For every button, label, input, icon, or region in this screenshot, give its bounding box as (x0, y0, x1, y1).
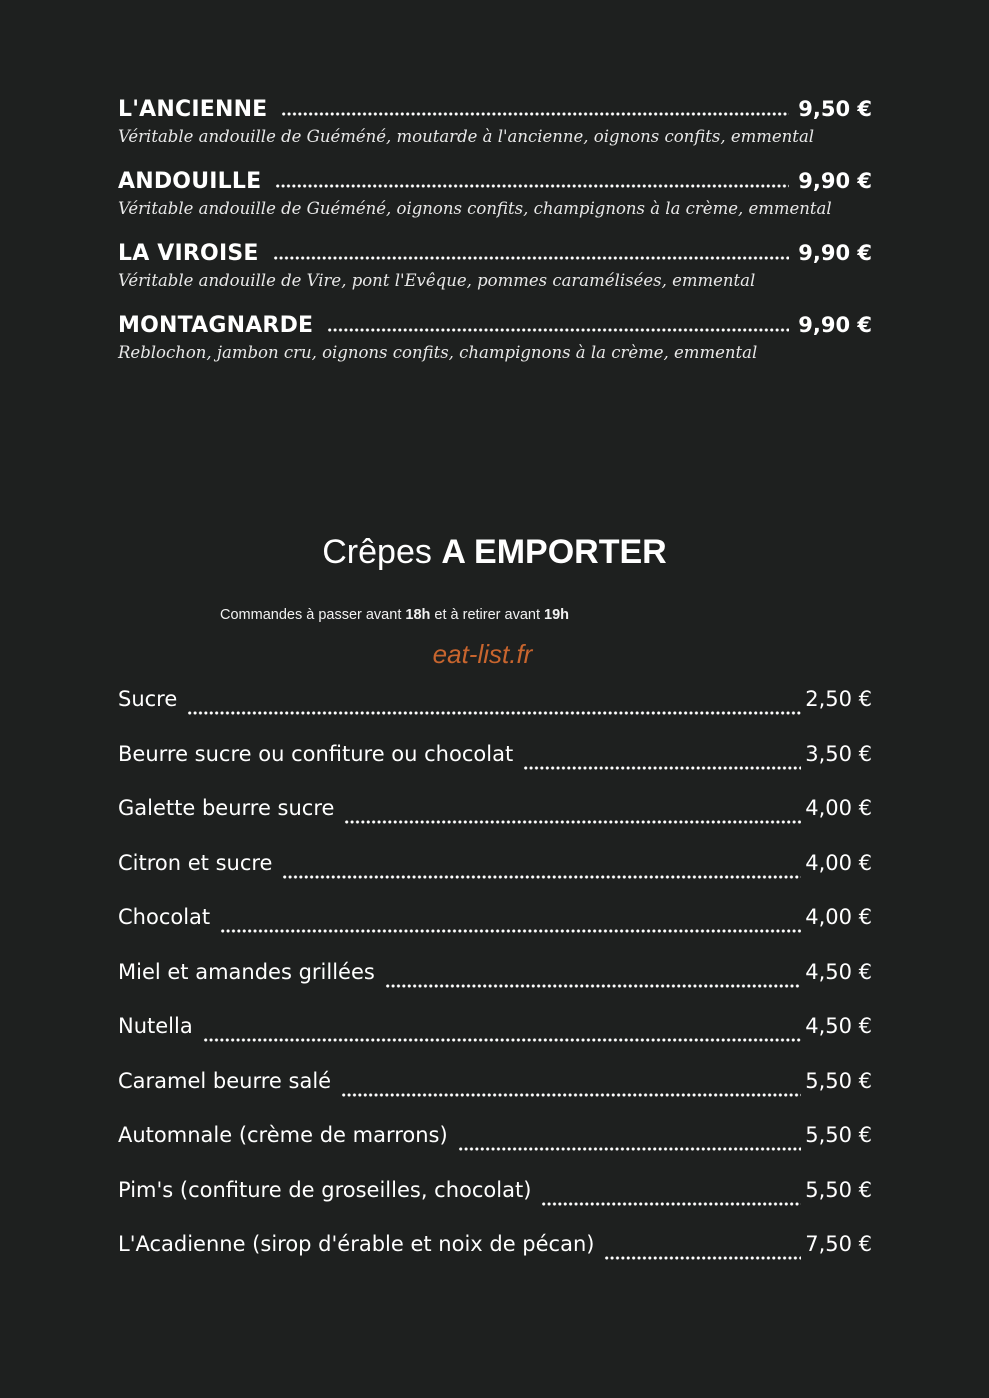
dot-leader (344, 820, 801, 824)
item-name: Miel et amandes grillées (118, 959, 375, 984)
menu-item (118, 790, 872, 845)
item-name: Caramel beurre salé (118, 1068, 332, 1093)
menu-item (118, 92, 872, 164)
item-name: Galette beurre sucre (118, 796, 335, 820)
item-name: L'ANCIENNE (118, 97, 268, 122)
menu-item (118, 954, 872, 1009)
notice-time: 18h (405, 607, 431, 623)
dot-leader (203, 1038, 801, 1042)
item-description: Véritable andouille de Guéméné, oignons confits, champignons à la crème, emmental (118, 199, 832, 218)
order-notice (220, 604, 569, 626)
dot-leader (541, 1202, 801, 1206)
notice-time: 19h (544, 607, 570, 623)
watermark: eat-list.fr (432, 639, 533, 669)
item-name: Nutella (118, 1014, 193, 1038)
item-price: 9,50 € (798, 97, 872, 121)
item-price: 5,50 € (805, 1068, 872, 1093)
menu-item (118, 236, 872, 308)
section-title-light: Crêpes (322, 533, 432, 571)
item-description: Reblochon, jambon cru, oignons confits, champignons à la crème, emmental (118, 343, 758, 362)
item-price: 4,00 € (805, 850, 872, 875)
dot-leader (341, 1093, 801, 1097)
item-price: 9,90 € (798, 313, 872, 337)
section-title-bold: A EMPORTER (441, 533, 667, 571)
item-price: 3,50 € (805, 741, 872, 766)
item-name: Sucre (118, 687, 178, 711)
item-description: Véritable andouille de Guéméné, moutarde à l'ancienne, oignons confits, emmental (118, 127, 815, 146)
notice-text: et à retirer avant (434, 607, 540, 623)
notice-text: Commandes à passer avant (220, 607, 402, 623)
item-price: 5,50 € (805, 1123, 872, 1147)
dot-leader (523, 766, 801, 770)
item-price: 4,50 € (805, 959, 872, 984)
menu-item (118, 1117, 872, 1172)
menu-item (118, 1008, 872, 1063)
item-name: MONTAGNARDE (118, 313, 314, 338)
item-name: Pim's (confiture de groseilles, chocolat) (118, 1177, 532, 1202)
item-price: 7,50 € (805, 1232, 872, 1256)
menu-item (118, 308, 872, 380)
menu-item (118, 1226, 872, 1281)
menu-item (118, 681, 872, 736)
item-name: Chocolat (118, 905, 211, 929)
item-name: Beurre sucre ou confiture ou chocolat (118, 741, 514, 766)
item-price: 2,50 € (805, 687, 872, 711)
menu-item (118, 1063, 872, 1118)
item-price: 4,50 € (805, 1014, 872, 1038)
dot-leader (282, 875, 801, 879)
menu-item (118, 899, 872, 954)
section-title (0, 530, 989, 574)
item-name: L'Acadienne (sirop d'érable et noix de pécan) (118, 1232, 595, 1256)
dot-leader (275, 184, 789, 188)
menu-item (118, 164, 872, 236)
dot-leader (281, 112, 789, 116)
item-name: LA VIROISE (118, 241, 259, 266)
item-price: 5,50 € (805, 1177, 872, 1202)
item-price: 4,00 € (805, 796, 872, 820)
crepe-menu-list (118, 681, 872, 1281)
dot-leader (220, 929, 801, 933)
dot-leader (327, 328, 789, 332)
dot-leader (458, 1147, 802, 1151)
dot-leader (385, 984, 801, 988)
dot-leader (187, 711, 801, 715)
item-price: 9,90 € (798, 169, 872, 193)
item-name: Citron et sucre (118, 850, 273, 875)
item-price: 4,00 € (805, 905, 872, 929)
menu-item (118, 845, 872, 900)
menu-item (118, 736, 872, 791)
dot-leader (604, 1256, 801, 1260)
item-name: ANDOUILLE (118, 169, 262, 194)
item-name: Automnale (crème de marrons) (118, 1123, 448, 1147)
item-price: 9,90 € (798, 241, 872, 265)
galette-menu-list (118, 92, 872, 380)
item-description: Véritable andouille de Vire, pont l'Evêque, pommes caramélisées, emmental (118, 271, 756, 290)
dot-leader (273, 256, 790, 260)
menu-item (118, 1172, 872, 1227)
